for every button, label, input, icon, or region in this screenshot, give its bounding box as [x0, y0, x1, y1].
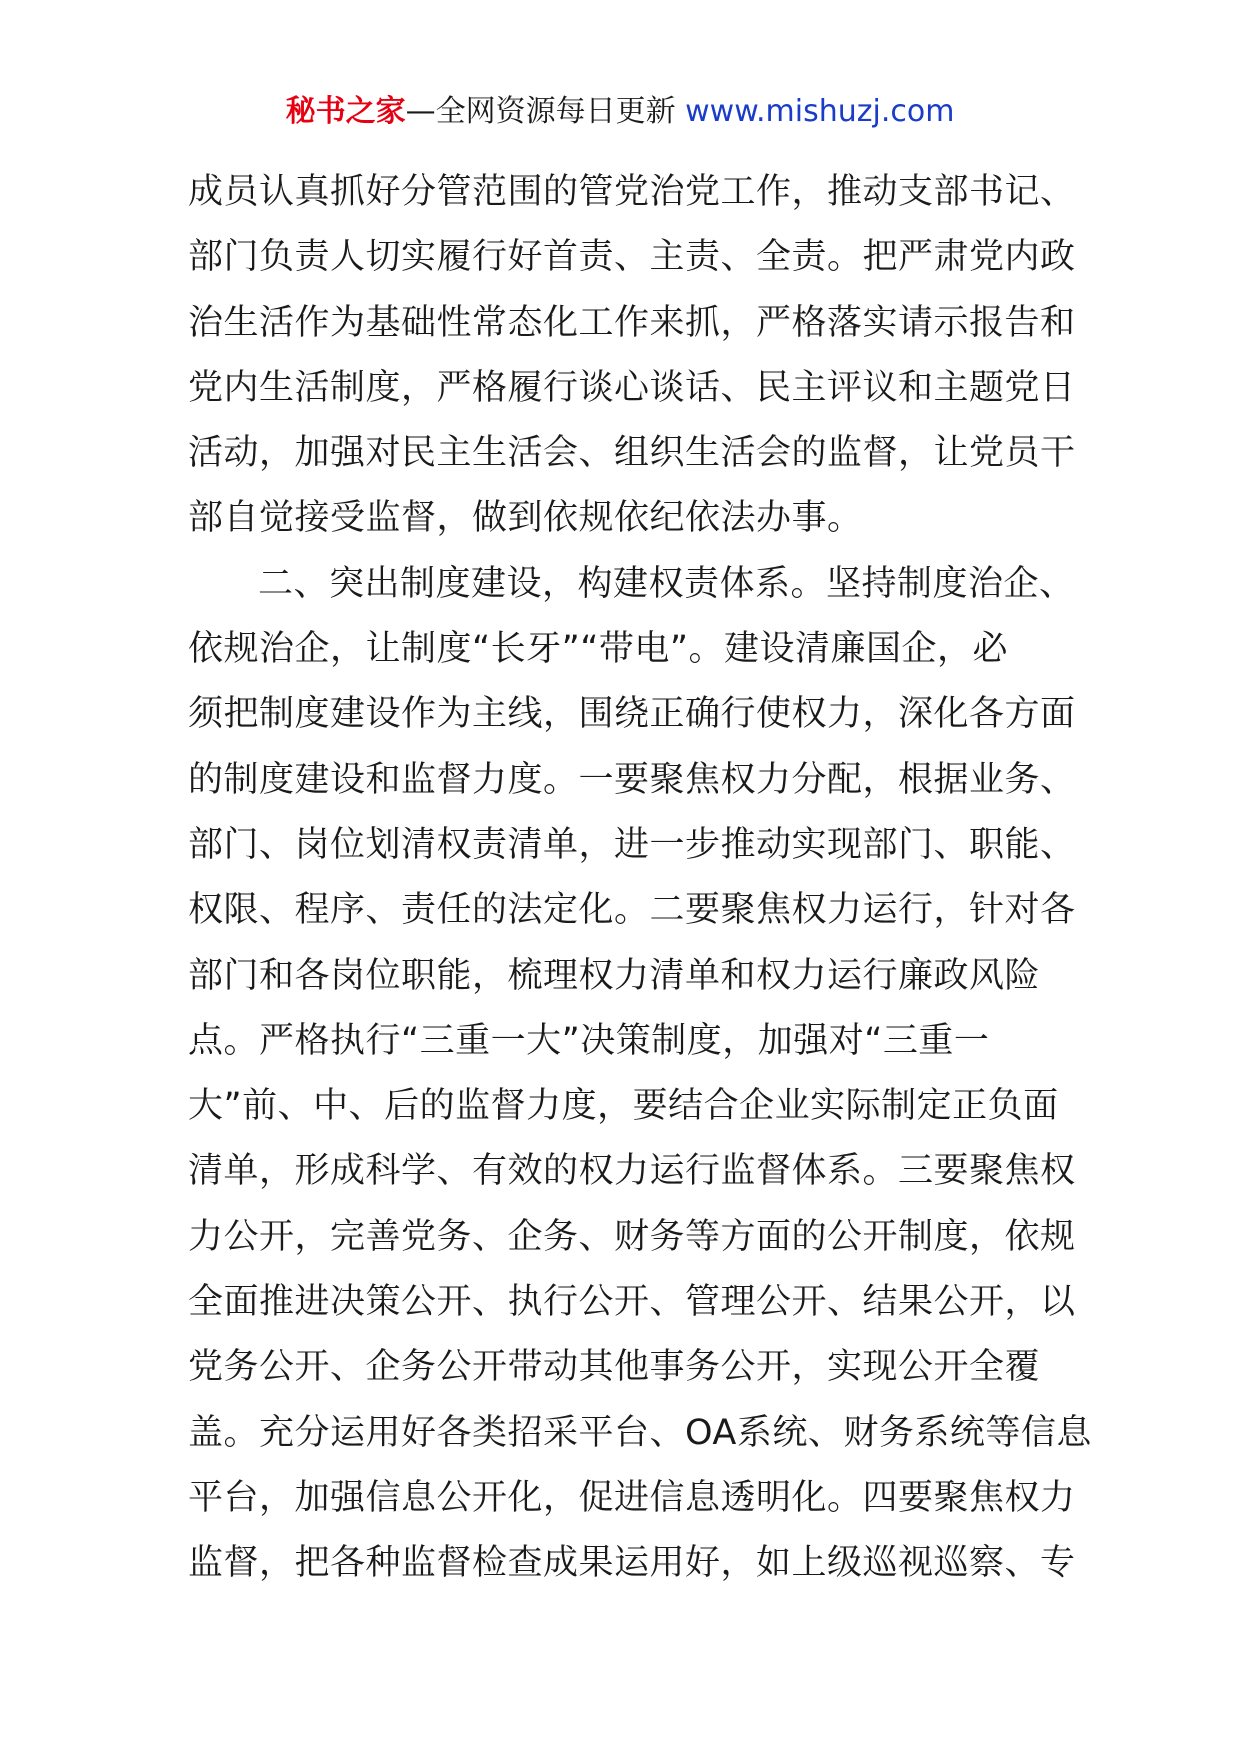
brand-name: 秘书之家	[285, 94, 406, 129]
text-line: 平台，加强信息公开化，促进信息透明化。四要聚焦权力	[188, 1477, 1076, 1518]
text-line: 部门负责人切实履行好首责、主责、全责。把严肃党内政	[188, 237, 1076, 278]
text-line: 须把制度建设作为主线，围绕正确行使权力，深化各方面	[188, 694, 1076, 735]
text-line: 部自觉接受监督，做到依规依纪依法办事。	[188, 498, 863, 539]
header-tagline: —全网资源每日更新	[405, 94, 676, 129]
text-line: 部门、岗位划清权责清单，进一步推动实现部门、职能、	[188, 824, 1076, 865]
document-body	[188, 160, 1092, 1597]
text-line: 监督，把各种监督检查成果运用好，如上级巡视巡察、专	[188, 1543, 1076, 1584]
text-line: 党务公开、企务公开带动其他事务公开，实现公开全覆	[188, 1347, 1041, 1388]
section-heading-line: 二、突出制度建设，构建权责体系。坚持制度治企、	[258, 563, 1075, 604]
text-line: 清单，形成科学、有效的权力运行监督体系。三要聚焦权	[188, 1151, 1076, 1192]
text-line: 全面推进决策公开、执行公开、管理公开、结果公开，以	[188, 1282, 1076, 1323]
site-header	[0, 92, 1240, 132]
text-line: 部门和各岗位职能，梳理权力清单和权力运行廉政风险	[188, 955, 1041, 996]
text-line: 权限、程序、责任的法定化。二要聚焦权力运行，针对各	[188, 890, 1076, 931]
text-line: 点。严格执行“三重一大”决策制度，加强对“三重一	[188, 1020, 990, 1061]
text-line: 成员认真抓好分管范围的管党治党工作，推动支部书记、	[188, 172, 1076, 212]
text-line: 治生活作为基础性常态化工作来抓，严格落实请示报告和	[188, 302, 1076, 343]
text-line: 的制度建设和监督力度。一要聚焦权力分配，根据业务、	[188, 759, 1076, 800]
text-line: 大”前、中、后的监督力度，要结合企业实际制定正负面	[188, 1086, 1059, 1127]
text-line: 党内生活制度，严格履行谈心谈话、民主评议和主题党日	[188, 367, 1076, 408]
text-line: 力公开，完善党务、企务、财务等方面的公开制度，依规	[188, 1216, 1076, 1257]
text-line: 依规治企，让制度“长牙”“带电”。建设清廉国企，必	[188, 629, 1009, 670]
text-line: 活动，加强对民主生活会、组织生活会的监督，让党员干	[188, 433, 1076, 474]
site-url-link[interactable]: www.mishuzj.com	[685, 94, 955, 129]
text-line: 盖。充分运用好各类招采平台、OA系统、财务系统等信息	[188, 1412, 1092, 1453]
